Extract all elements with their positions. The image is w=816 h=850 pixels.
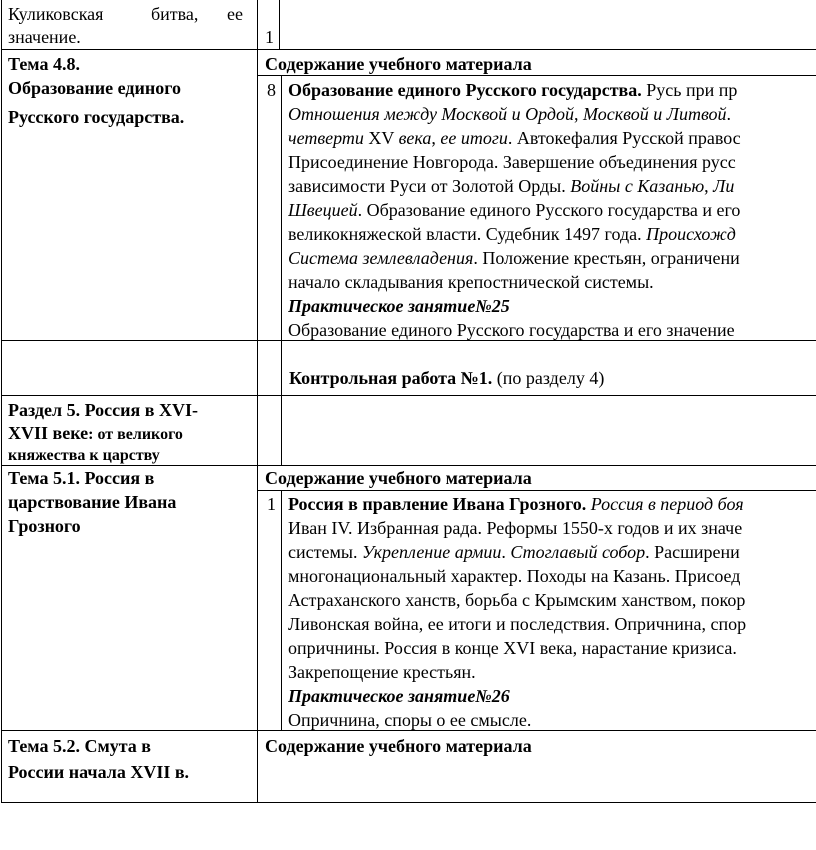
topic-5-1-content-text-segment: опричнины. Россия в конце XVI века, нарастание кризиса. xyxy=(288,638,737,658)
column-divider-control xyxy=(281,340,282,395)
topic-5-1-content-text-segment: Россия в период боя xyxy=(590,494,744,514)
topic-4-8-content-text-segment: Образование единого Русского государства. xyxy=(288,80,642,100)
table-left-border xyxy=(1,0,2,803)
topic-4-8-content-text-segment: Образование единого Русского государства и его значение xyxy=(288,320,735,340)
row-divider-1 xyxy=(1,49,816,50)
row-divider-5 xyxy=(1,730,816,731)
topic-4-8-title-line3: Русского государства. xyxy=(8,107,185,127)
topic-5-1-title-line1: Тема 5.1. Россия в xyxy=(8,468,155,488)
topic-4-8-content-text-segment: Происхожд xyxy=(646,224,736,244)
topic-4-8-content-text-segment: века xyxy=(398,128,432,148)
topic-5-1-content-text-segment: Астраханского ханств, борьба с Крымским ханством, покор xyxy=(288,590,746,610)
topic-4-8-content-line xyxy=(288,318,741,340)
column-divider-hours-4-8 xyxy=(281,75,282,340)
topic-5-1-content-line xyxy=(288,540,746,564)
topic-5-1-number: 1 xyxy=(267,494,276,514)
topic-5-1-content-text-segment: Стоглавый собор xyxy=(510,542,646,562)
row-divider-3 xyxy=(1,395,816,396)
topic-5-1-content xyxy=(288,492,816,730)
topic-5-1-content-text-segment: Иван IV. Избранная рада. Реформы 1550-х годов и их значе xyxy=(288,518,743,538)
topic-5-1-content-text-segment: многонациональный характер. Походы на Казань. Присоед xyxy=(288,566,741,586)
topic-4-8-content-text-segment: Присоединение Новгорода. Завершение объединения русс xyxy=(288,152,736,172)
topic-4-8-content-text-segment: ее итоги xyxy=(440,128,508,148)
topic-5-1-content-line xyxy=(288,492,746,516)
topic-4-8-content-line xyxy=(288,174,741,198)
topic-5-1-content-text-segment: системы. xyxy=(288,542,362,562)
topic-4-8-number: 8 xyxy=(267,80,276,100)
section-5-line2-bold: XVII веке xyxy=(8,423,89,443)
topic-5-1-content-text-segment: Укрепление армии xyxy=(361,542,502,562)
column-divider-hours xyxy=(279,0,280,49)
topic-4-8-content-line xyxy=(288,126,741,150)
topic-4-8-content-text-segment: Москвой и Литвой xyxy=(583,104,727,124)
column-divider-hours-5-1 xyxy=(281,490,282,730)
topic-4-8-title-line2: Образование единого xyxy=(8,78,181,98)
topic-5-1-content-text-segment: Закрепощение крестьян. xyxy=(288,662,476,682)
topic-4-8-content-line xyxy=(288,78,741,102)
topic-4-8-content-text-segment: Ли xyxy=(713,176,735,196)
section-5-line2-rest: : от великого xyxy=(88,426,183,443)
topic-5-1-content-text-segment: Ливонская война, ее итоги и последствия. Опричнина, спор xyxy=(288,614,747,634)
topic-4-8-content-text-segment: Практическое занятие№25 xyxy=(288,296,510,316)
table-bottom-border xyxy=(1,802,816,803)
topic-5-1-content-line xyxy=(288,612,746,636)
topic-5-2-content-header: Содержание учебного материала xyxy=(265,736,532,756)
topic-5-1-content-line xyxy=(288,516,746,540)
topic-4-8-content-text-segment: великокняжеской власти. Судебник 1497 года. xyxy=(288,224,647,244)
topic-5-1-content-text-segment: Россия в правление Ивана Грозного. xyxy=(288,494,587,514)
column-divider-topic xyxy=(257,0,258,803)
control-work-label: Контрольная работа №1. xyxy=(289,368,493,388)
topic-4-8-content-line xyxy=(288,150,741,174)
topic-4-8-content-text-segment: Войны с Казанью xyxy=(570,176,705,196)
topic-4-8-content-text-segment: . Положение крестьян, ограничени xyxy=(473,248,740,268)
kulikovo-topic-word1: Куликовская xyxy=(8,4,104,24)
topic-4-8-content-text-segment: XV xyxy=(363,128,399,148)
topic-5-1-content-line xyxy=(288,588,746,612)
kulikovo-topic-word2: битва, xyxy=(151,4,199,24)
topic-4-8-content xyxy=(288,78,816,340)
topic-4-8-title-line1: Тема 4.8. xyxy=(8,54,80,74)
topic-4-8-content-line xyxy=(288,246,741,270)
topic-5-2-title-line1: Тема 5.2. Смута в xyxy=(8,736,151,756)
topic-4-8-content-text-segment: Русь при пр xyxy=(641,80,738,100)
topic-5-1-content-line xyxy=(288,660,746,684)
topic-5-1-title-line3: Грозного xyxy=(8,516,81,536)
topic-5-2-title-line2: России начала XVII в. xyxy=(8,762,190,782)
topic-5-1-content-text-segment: . xyxy=(501,542,511,562)
topic-4-8-content-line xyxy=(288,270,741,294)
kulikovo-hours: 1 xyxy=(265,27,274,47)
topic-5-1-content-text-segment: . Расширени xyxy=(645,542,740,562)
section-5-line3: княжества к царству xyxy=(8,447,160,464)
topic-5-1-content-text-segment: Опричнина, споры о ее смысле. xyxy=(288,710,532,730)
kulikovo-topic-line2: значение. xyxy=(8,27,81,47)
topic-4-8-content-line xyxy=(288,222,741,246)
topic-4-8-content-header: Содержание учебного материала xyxy=(265,54,532,74)
topic-4-8-content-text-segment: Швецией xyxy=(288,200,358,220)
topic-4-8-content-text-segment: . Образование единого Русского государства и его xyxy=(357,200,741,220)
row-divider-5-1-header xyxy=(257,490,816,491)
topic-5-1-content-text-segment: Практическое занятие№26 xyxy=(288,686,510,706)
topic-4-8-content-text-segment: , xyxy=(431,128,441,148)
topic-5-1-content-line xyxy=(288,564,746,588)
column-divider-section5 xyxy=(281,395,282,465)
topic-4-8-content-line xyxy=(288,294,741,318)
topic-4-8-content-text-segment: Система землевладения xyxy=(288,248,474,268)
kulikovo-topic-word3: ее xyxy=(227,4,243,24)
topic-5-1-content-line xyxy=(288,636,746,660)
topic-4-8-content-text-segment: . xyxy=(726,104,732,124)
topic-5-1-content-header: Содержание учебного материала xyxy=(265,468,532,488)
control-work xyxy=(289,366,604,390)
control-work-note: (по разделу 4) xyxy=(492,368,605,388)
topic-4-8-content-line xyxy=(288,102,741,126)
topic-5-1-content-line xyxy=(288,684,746,708)
topic-4-8-content-text-segment: четверти xyxy=(288,128,364,148)
row-divider-2 xyxy=(1,340,816,341)
topic-4-8-content-text-segment: . Автокефалия Русской правос xyxy=(507,128,741,148)
topic-5-1-title-line2: царствование Ивана xyxy=(8,492,177,512)
topic-4-8-content-text-segment: начало складывания крепостнической системы. xyxy=(288,272,654,292)
topic-4-8-content-line xyxy=(288,198,741,222)
topic-4-8-content-text-segment: Отношения между Москвой и Ордой xyxy=(288,104,575,124)
topic-4-8-content-text-segment: , xyxy=(574,104,584,124)
topic-4-8-content-text-segment: зависимости Руси от Золотой Орды. xyxy=(288,176,571,196)
section-5-line1: Раздел 5. Россия в XVI- xyxy=(8,400,198,420)
topic-5-1-content-line xyxy=(288,708,746,730)
topic-4-8-content-text-segment: , xyxy=(704,176,714,196)
